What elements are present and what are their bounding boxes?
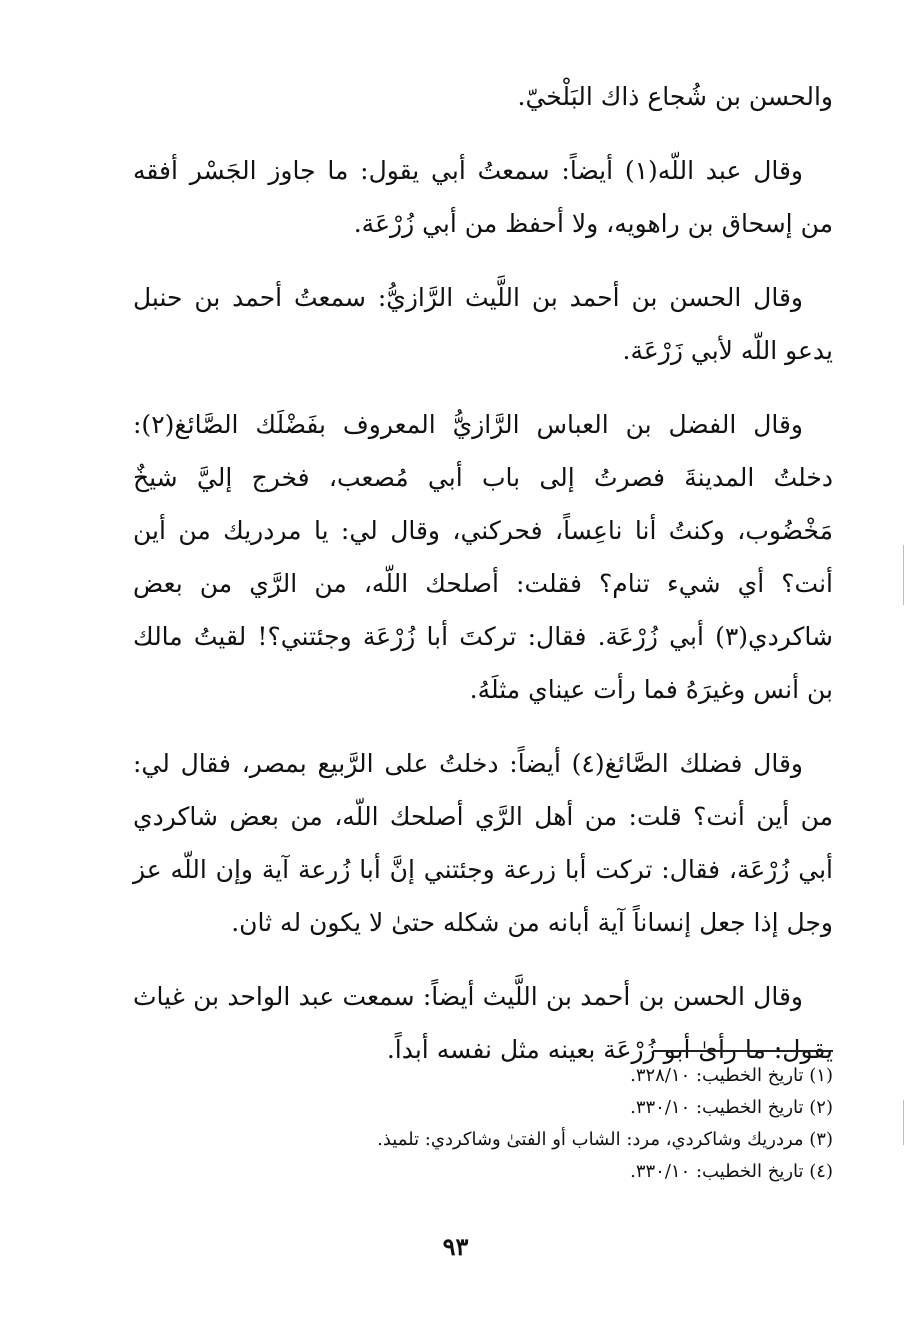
- scan-edge-mark: [903, 545, 904, 605]
- footnote-4: (٤) تاريخ الخطيب: ٣٣٠/١٠.: [630, 1161, 833, 1182]
- scan-edge-mark: [903, 1100, 904, 1145]
- page-number: ٩٣: [442, 1232, 469, 1261]
- paragraph-2: وقال عبد اللّه(١) أيضاً: سمعتُ أبي يقول: ما جاوز الجَسْر أفقه من إسحاق بن راهويه، ولا أحفظ من أبي زُرْعَة.: [133, 156, 833, 238]
- footnote-2: (٢) تاريخ الخطيب: ٣٣٠/١٠.: [630, 1097, 833, 1118]
- footnote-divider: [653, 1050, 833, 1052]
- paragraph-4: وقال الفضل بن العباس الرَّازيُّ المعروف بفَضْلَك الصَّائغ(٢): دخلتُ المدينةَ فصرتُ إلى باب أبي مُصعب، فخرج إليَّ شيخٌ مَخْضُوب، وكنتُ أنا ناعِساً، فحركني، وقال لي: يا مردريك من أين أنت؟ أي شيء تنام؟ فقلت: أصلحك اللّه، من الرَّي من بعض شاكردي(٣) أبي زُرْعَة. فقال: تركتَ أبا زُرْعَة وجئتني؟! لقيتُ مالك بن أنس وغيرَهُ فما رأت عيناي مثلَهُ.: [133, 410, 833, 704]
- main-text: [133, 70, 833, 1097]
- footnote-1: (١) تاريخ الخطيب: ٣٢٨/١٠.: [630, 1065, 833, 1086]
- paragraph-1: والحسن بن شُجاع ذاك البَلْخيّ.: [517, 82, 833, 111]
- paragraph-6: وقال الحسن بن أحمد بن اللَّيث أيضاً: سمعت عبد الواحد بن غياث يقول: ما رأىٰ أبو زُرْعَة بعينه مثل نفسه أبداً.: [133, 982, 833, 1064]
- footnote-3: (٣) مردريك وشاكردي، مرد: الشاب أو الفتىٰ وشاكردي: تلميذ.: [377, 1129, 833, 1150]
- paragraph-5: وقال فضلك الصَّائغ(٤) أيضاً: دخلتُ على الرَّبيع بمصر، فقال لي: من أين أنت؟ قلت: من أهل الرَّي أصلحك اللّه، من بعض شاكردي أبي زُرْعَة، فقال: تركت أبا زرعة وجئتني إنَّ أبا زُرعة آية وإن اللّه عز وجل إذا جعل إنساناً آية أبانه من شكله حتىٰ لا يكون له ثان.: [133, 749, 833, 937]
- footnotes: [133, 1060, 833, 1188]
- paragraph-3: وقال الحسن بن أحمد بن اللَّيث الرَّازيُّ: سمعتُ أحمد بن حنبل يدعو اللّه لأبي زَرْعَة.: [133, 283, 833, 365]
